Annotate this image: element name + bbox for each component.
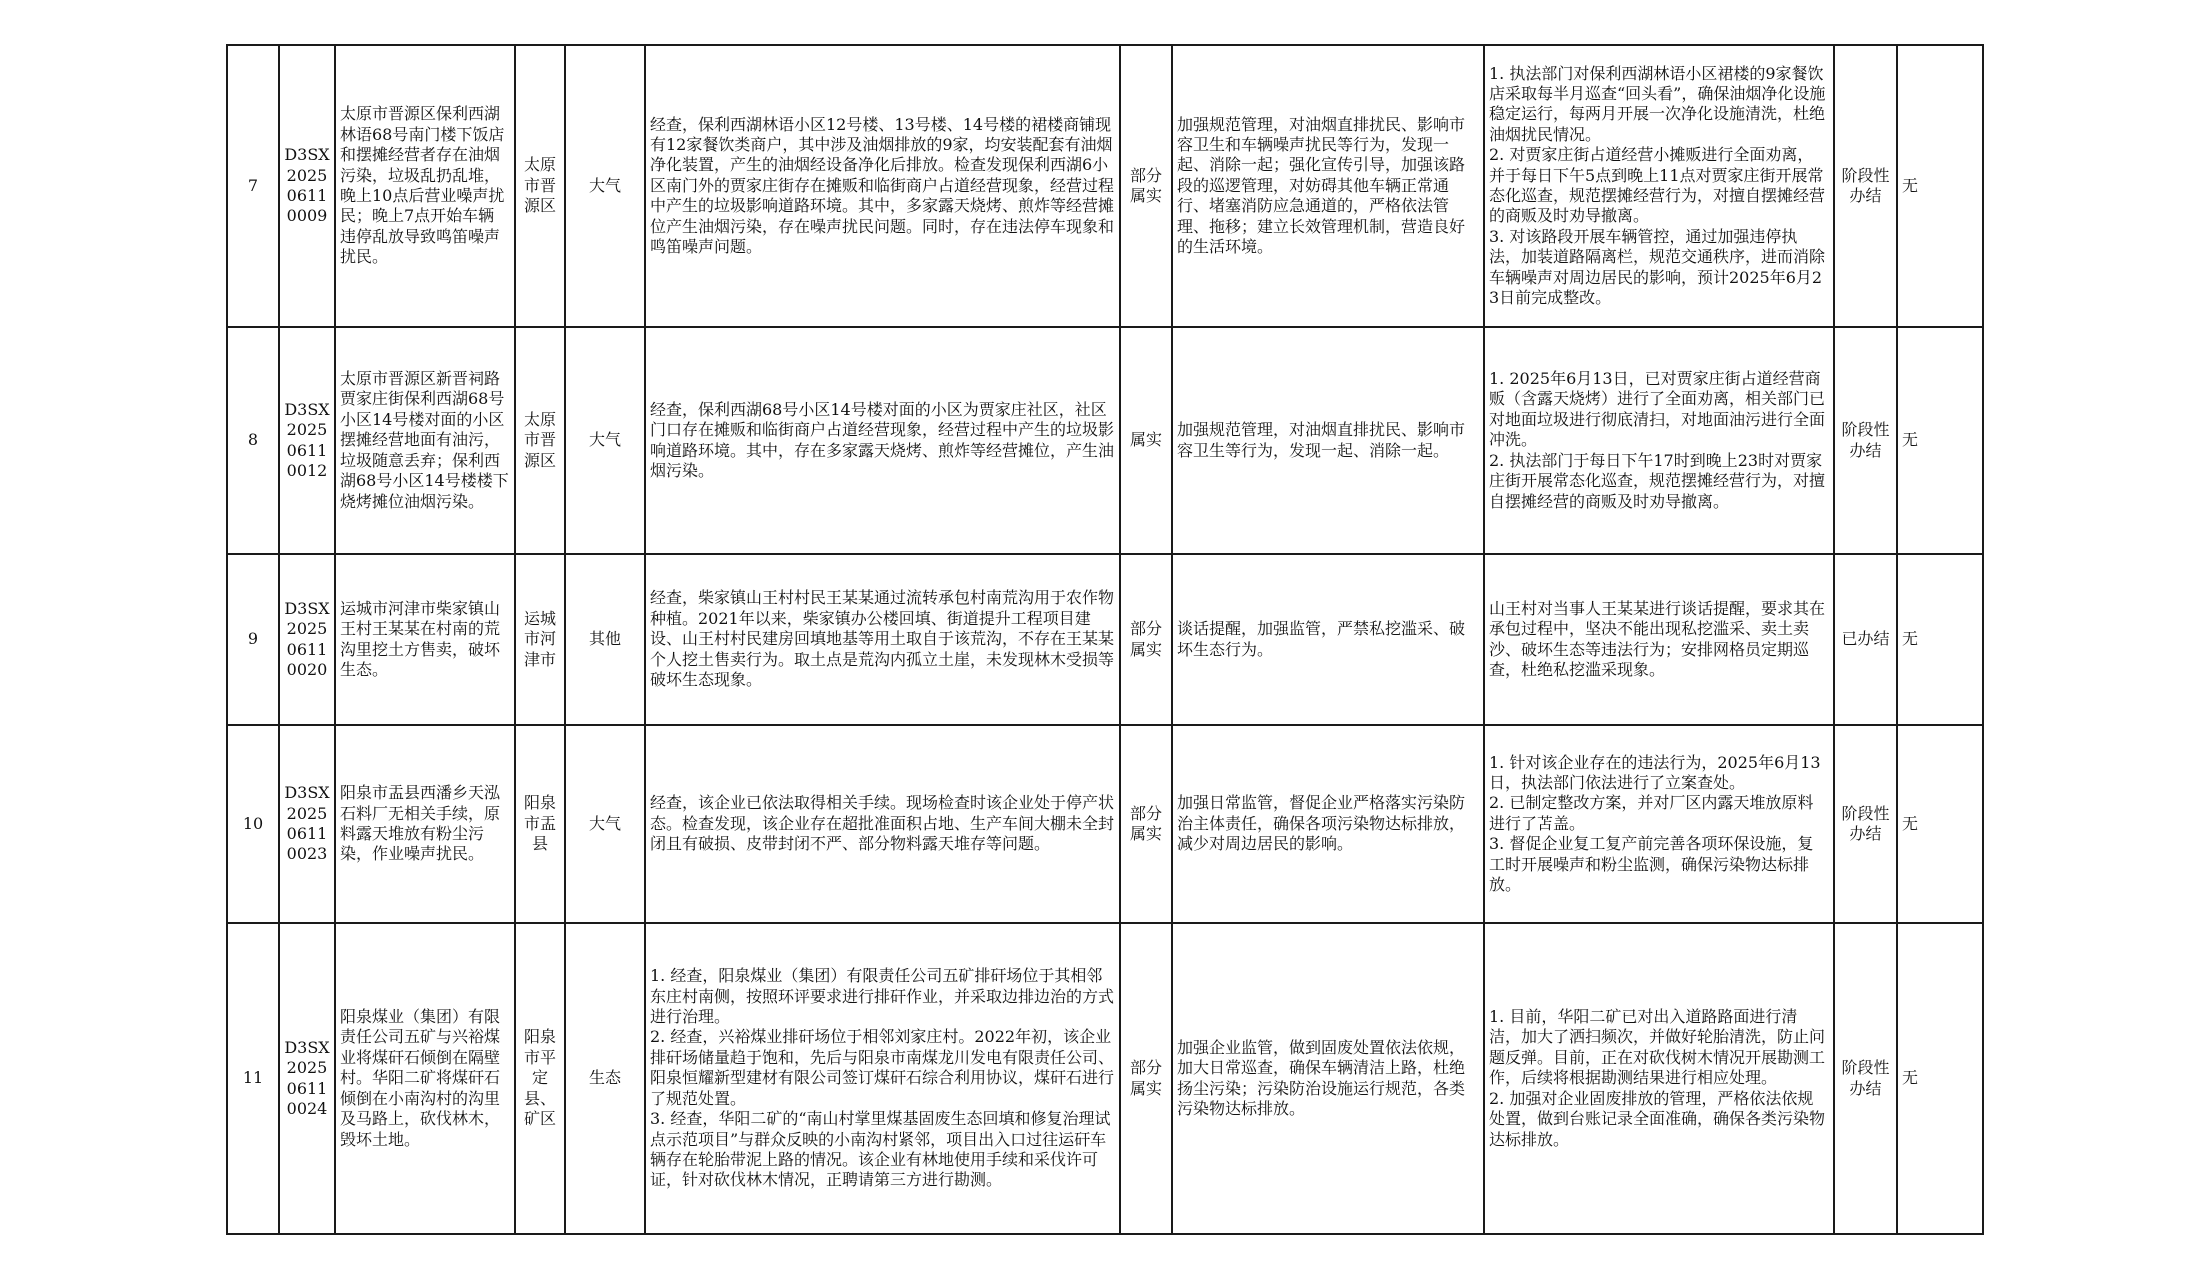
region: 阳泉市平定县、矿区 <box>515 923 565 1234</box>
complaint-table <box>226 44 1984 1235</box>
complaint-content: 阳泉煤业（集团）有限责任公司五矿与兴裕煤业将煤矸石倾倒在隔壁村。华阳二矿将煤矸石倾倒在小南沟村的沟里及马路上，砍伐林木，毁坏土地。 <box>335 923 515 1234</box>
complaint-code: D3SX202506110020 <box>279 554 335 725</box>
pollution-type: 大气 <box>565 327 645 554</box>
handling-opinion: 加强规范管理，对油烟直排扰民、影响市容卫生等行为，发现一起、消除一起。 <box>1172 327 1484 554</box>
table-row <box>227 725 1983 923</box>
accountability: 无 <box>1897 45 1983 327</box>
verification-result: 部分属实 <box>1120 923 1172 1234</box>
accountability: 无 <box>1897 725 1983 923</box>
table-row <box>227 923 1983 1234</box>
findings: 经查，该企业已依法取得相关手续。现场检查时该企业处于停产状态。检查发现，该企业存在超批准面积占地、生产车间大棚未全封闭且有破损、皮带封闭不严、部分物料露天堆存等问题。 <box>645 725 1120 923</box>
region: 运城市河津市 <box>515 554 565 725</box>
handling-opinion: 谈话提醒，加强监管，严禁私挖滥采、破坏生态行为。 <box>1172 554 1484 725</box>
rectification-measures: 1. 执法部门对保利西湖林语小区裙楼的9家餐饮店采取每半月巡查“回头看”，确保油烟净化设施稳定运行，每两月开展一次净化设施清洗，杜绝油烟扰民情况。 2. 对贾家庄街占道经营小摊贩进行全面劝离，并于每日下午5点到晚上11点对贾家庄街开展常态化巡查，规范摆摊经营行为，对擅自摆摊经营的商贩及时劝导撤离。 3. 对该路段开展车辆管控，通过加强违停执法，加装道路隔离栏，规范交通秩序，进而消除车辆噪声对周边居民的影响，预计2025年6月23日前完成整改。 <box>1484 45 1834 327</box>
region: 阳泉市盂县 <box>515 725 565 923</box>
findings: 1. 经查，阳泉煤业（集团）有限责任公司五矿排矸场位于其相邻东庄村南侧，按照环评要求进行排矸作业，并采取边排边治的方式进行治理。 2. 经查，兴裕煤业排矸场位于相邻刘家庄村。2022年初，该企业排矸场储量趋于饱和，先后与阳泉市南煤龙川发电有限责任公司、阳泉恒耀新型建材有限公司签订煤矸石综合利用协议，煤矸石进行了规范处置。 3. 经查，华阳二矿的“南山村掌里煤基固废生态回填和修复治理试点示范项目”与群众反映的小南沟村紧邻，项目出入口过往运矸车辆存在轮胎带泥上路的情况。该企业有林地使用手续和采伐许可证，针对砍伐林木情况，正聘请第三方进行勘测。 <box>645 923 1120 1234</box>
complaint-code: D3SX202506110009 <box>279 45 335 327</box>
pollution-type: 其他 <box>565 554 645 725</box>
complaint-content: 太原市晋源区保利西湖林语68号南门楼下饭店和摆摊经营者存在油烟污染，垃圾乱扔乱堆，晚上10点后营业噪声扰民；晚上7点开始车辆违停乱放导致鸣笛噪声扰民。 <box>335 45 515 327</box>
table-row <box>227 45 1983 327</box>
pollution-type: 生态 <box>565 923 645 1234</box>
handling-opinion: 加强企业监管，做到固废处置依法依规，加大日常巡查，确保车辆清洁上路，杜绝扬尘污染；污染防治设施运行规范，各类污染物达标排放。 <box>1172 923 1484 1234</box>
row-number: 9 <box>227 554 279 725</box>
pollution-type: 大气 <box>565 725 645 923</box>
accountability: 无 <box>1897 923 1983 1234</box>
findings: 经查，柴家镇山王村村民王某某通过流转承包村南荒沟用于农作物种植。2021年以来，柴家镇办公楼回填、街道提升工程项目建设、山王村村民建房回填地基等用土取自于该荒沟，不存在王某某个人挖土售卖行为。取土点是荒沟内孤立土崖，未发现林木受损等破坏生态现象。 <box>645 554 1120 725</box>
handling-opinion: 加强规范管理，对油烟直排扰民、影响市容卫生和车辆噪声扰民等行为，发现一起、消除一起；强化宣传引导，加强该路段的巡逻管理，对妨碍其他车辆正常通行、堵塞消防应急通道的，严格依法管理、拖移；建立长效管理机制，营造良好的生活环境。 <box>1172 45 1484 327</box>
completion-status: 阶段性办结 <box>1834 45 1897 327</box>
verification-result: 部分属实 <box>1120 725 1172 923</box>
rectification-measures: 1. 2025年6月13日，已对贾家庄街占道经营商贩（含露天烧烤）进行了全面劝离，相关部门已对地面垃圾进行彻底清扫，对地面油污进行全面冲洗。 2. 执法部门于每日下午17时到晚上23时对贾家庄街开展常态化巡查，规范摆摊经营行为，对擅自摆摊经营的商贩及时劝导撤离。 <box>1484 327 1834 554</box>
complaint-content: 阳泉市盂县西潘乡天泓石料厂无相关手续，原料露天堆放有粉尘污染，作业噪声扰民。 <box>335 725 515 923</box>
table-row <box>227 554 1983 725</box>
verification-result: 部分属实 <box>1120 45 1172 327</box>
region: 太原市晋源区 <box>515 327 565 554</box>
region: 太原市晋源区 <box>515 45 565 327</box>
completion-status: 阶段性办结 <box>1834 327 1897 554</box>
rectification-measures: 山王村对当事人王某某进行谈话提醒，要求其在承包过程中，坚决不能出现私挖滥采、卖土卖沙、破坏生态等违法行为；安排网格员定期巡查，杜绝私挖滥采现象。 <box>1484 554 1834 725</box>
verification-result: 部分属实 <box>1120 554 1172 725</box>
complaint-code: D3SX202506110012 <box>279 327 335 554</box>
complaint-content: 运城市河津市柴家镇山王村王某某在村南的荒沟里挖土方售卖，破坏生态。 <box>335 554 515 725</box>
pollution-type: 大气 <box>565 45 645 327</box>
row-number: 11 <box>227 923 279 1234</box>
complaint-content: 太原市晋源区新晋祠路贾家庄街保利西湖68号小区14号楼对面的小区摆摊经营地面有油污，垃圾随意丢弃；保利西湖68号小区14号楼楼下烧烤摊位油烟污染。 <box>335 327 515 554</box>
accountability: 无 <box>1897 554 1983 725</box>
rectification-measures: 1. 目前，华阳二矿已对出入道路路面进行清洁，加大了洒扫频次，并做好轮胎清洗，防止问题反弹。目前，正在对砍伐树木情况开展勘测工作，后续将根据勘测结果进行相应处理。 2. 加强对企业固废排放的管理，严格依法依规处置，做到台账记录全面准确，确保各类污染物达标排放。 <box>1484 923 1834 1234</box>
row-number: 10 <box>227 725 279 923</box>
completion-status: 阶段性办结 <box>1834 725 1897 923</box>
row-number: 8 <box>227 327 279 554</box>
complaint-code: D3SX202506110024 <box>279 923 335 1234</box>
handling-opinion: 加强日常监管，督促企业严格落实污染防治主体责任，确保各项污染物达标排放，减少对周边居民的影响。 <box>1172 725 1484 923</box>
accountability: 无 <box>1897 327 1983 554</box>
complaint-code: D3SX202506110023 <box>279 725 335 923</box>
findings: 经查，保利西湖68号小区14号楼对面的小区为贾家庄社区，社区门口存在摊贩和临街商户占道经营现象，经营过程中产生的垃圾影响道路环境。其中，存在多家露天烧烤、煎炸等经营摊位，产生油烟污染。 <box>645 327 1120 554</box>
findings: 经查，保利西湖林语小区12号楼、13号楼、14号楼的裙楼商铺现有12家餐饮类商户，其中涉及油烟排放的9家，均安装配套有油烟净化装置，产生的油烟经设备净化后排放。检查发现保利西湖6小区南门外的贾家庄街存在摊贩和临街商户占道经营现象，经营过程中产生的垃圾影响道路环境。其中，多家露天烧烤、煎炸等经营摊位产生油烟污染，存在噪声扰民问题。同时，存在违法停车现象和鸣笛噪声问题。 <box>645 45 1120 327</box>
rectification-measures: 1. 针对该企业存在的违法行为，2025年6月13日，执法部门依法进行了立案查处。 2. 已制定整改方案，并对厂区内露天堆放原料进行了苫盖。 3. 督促企业复工复产前完善各项环保设施，复工时开展噪声和粉尘监测，确保污染物达标排放。 <box>1484 725 1834 923</box>
row-number: 7 <box>227 45 279 327</box>
completion-status: 已办结 <box>1834 554 1897 725</box>
completion-status: 阶段性办结 <box>1834 923 1897 1234</box>
table-row <box>227 327 1983 554</box>
verification-result: 属实 <box>1120 327 1172 554</box>
